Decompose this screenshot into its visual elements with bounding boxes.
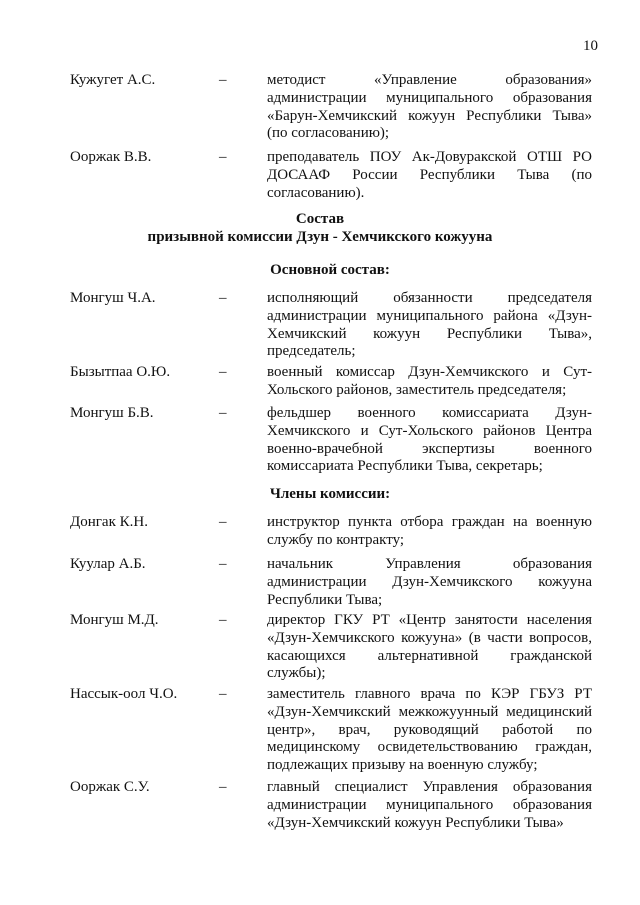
member-name: Монгуш Б.В. <box>70 405 154 421</box>
member-name: Донгак К.Н. <box>70 514 148 530</box>
dash: – <box>219 72 227 88</box>
member-role: начальник Управления образования администрации Дзун-Хемчикского кожууна Республики Тыва; <box>267 556 592 608</box>
dash: – <box>219 556 227 572</box>
member-role: исполняющий обязанности председателя администрации муниципального района «Дзун-Хемчикский кожуун Республики Тыва», председатель; <box>267 290 592 360</box>
dash: – <box>219 149 227 165</box>
dash: – <box>219 612 227 628</box>
member-role: инструктор пункта отбора граждан на военную службу по контракту; <box>267 514 592 548</box>
member-name: Ооржак С.У. <box>70 779 150 795</box>
member-name: Монгуш Ч.А. <box>70 290 156 306</box>
dash: – <box>219 779 227 795</box>
member-name: Куулар А.Б. <box>70 556 146 572</box>
member-name: Бызытпаа О.Ю. <box>70 364 171 380</box>
section-heading-main: Основной состав: <box>270 262 390 278</box>
document-subtitle: призывной комиссии Дзун - Хемчикского кожууна <box>147 229 493 245</box>
member-name: Кужугет А.С. <box>70 72 156 88</box>
member-role: главный специалист Управления образования администрации муниципального образования «Дзун-Хемчикский кожуун Республики Тыва» <box>267 779 592 831</box>
dash: – <box>219 686 227 702</box>
member-role: преподаватель ПОУ Ак-Довуракской ОТШ РО ДОСААФ России Республики Тыва (по согласованию). <box>267 149 592 201</box>
dash: – <box>219 290 227 306</box>
member-role: методист «Управление образования» администрации муниципального образования «Барун-Хемчикский кожуун Республики Тыва» (по согласованию); <box>267 72 592 142</box>
member-role: фельдшер военного комиссариата Дзун-Хемчикского и Сут-Хольского районов Центра военно-врачебной экспертизы военного комиссариата Республики Тыва, секретарь; <box>267 405 592 475</box>
dash: – <box>219 514 227 530</box>
member-role: военный комиссар Дзун-Хемчикского и Сут-Хольского районов, заместитель председателя; <box>267 364 592 398</box>
member-role: директор ГКУ РТ «Центр занятости населения «Дзун-Хемчикского кожууна» (в части вопросов, касающихся альтернативной гражданской службы); <box>267 612 592 682</box>
member-name: Нассык-оол Ч.О. <box>70 686 178 702</box>
member-name: Монгуш М.Д. <box>70 612 159 628</box>
dash: – <box>219 405 227 421</box>
section-heading-members: Члены комиссии: <box>269 486 391 502</box>
member-name: Ооржак В.В. <box>70 149 152 165</box>
dash: – <box>219 364 227 380</box>
document-title: Состав <box>295 211 345 227</box>
page-number: 10 <box>583 38 598 54</box>
member-role: заместитель главного врача по КЭР ГБУЗ РТ «Дзун-Хемчикский межкожуунный медицинский центр», врач, руководящий работой по медицинскому освидетельствованию граждан, подлежащих призыву на военную службу; <box>267 686 592 774</box>
